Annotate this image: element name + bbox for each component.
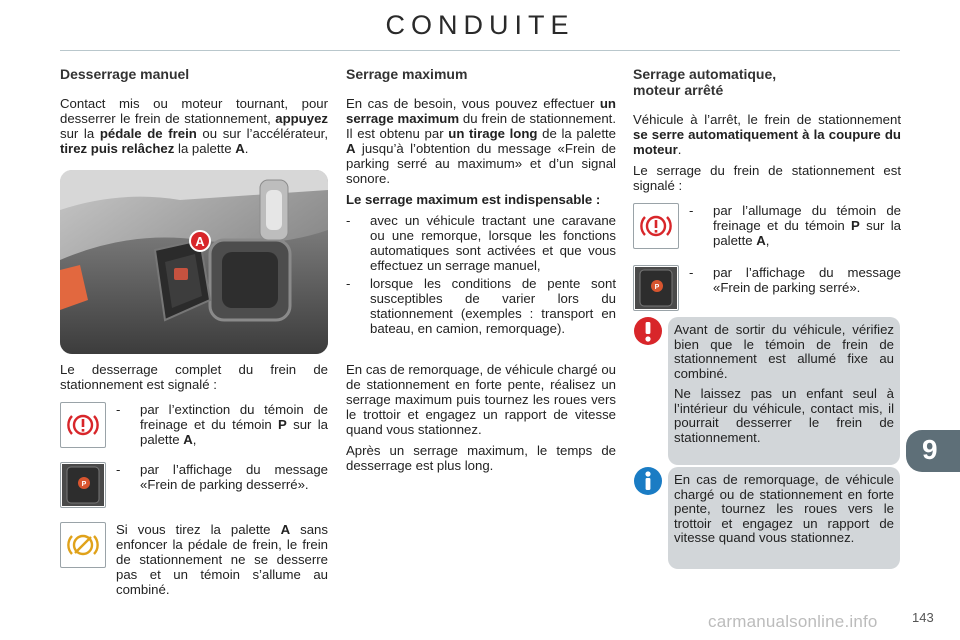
list-item: - avec un véhicule tractant une caravane ou une remorque, lorsque les fonctions automatiques sont activées et que vous effectuez un serrage manuel, <box>346 213 616 273</box>
column-manual-release <box>60 66 328 597</box>
info-note: En cas de remorquage, de véhicule chargé ou de stationnement en forte pente, tournez les roues vers le trottoir et engagez un rapport de vitesse quand vous stationnez. <box>668 467 900 569</box>
paragraph: En cas de remorquage, de véhicule chargé ou de stationnement en forte pente, réalisez un serrage maximum puis tournez les roues vers le trottoir et engagez un rapport de vitesse quand vous stationnez. <box>346 362 616 437</box>
page-title: CONDUITE <box>385 10 575 40</box>
paragraph: Le desserrage complet du frein de stationnement est signalé : <box>60 362 328 392</box>
page-number: 143 <box>912 610 934 625</box>
svg-text:P: P <box>654 284 660 291</box>
photo-label-a: A <box>195 234 205 249</box>
parking-lever-icon <box>60 462 106 508</box>
paragraph: Le serrage du frein de stationnement est signalé : <box>633 163 901 193</box>
section-heading: Serrage automatique, moteur arrêté <box>633 66 777 98</box>
chapter-tab: 9 <box>906 430 960 472</box>
section-heading: Serrage maximum <box>346 66 468 82</box>
warning-note: Avant de sortir du véhicule, vérifiez bien que le témoin de frein de stationnement est allumé fixe au combiné. Ne laissez pas un enfant seul à l’intérieur du véhicule, contact mis, il pourrait desserrer le frein de stationnement. <box>668 317 900 465</box>
warning-exclamation-icon <box>633 316 663 351</box>
brake-fault-icon <box>60 522 106 568</box>
title-divider <box>60 50 900 51</box>
indicator-message-applied: P - par l’affichage du message «Frein de parking serré». <box>633 265 901 315</box>
bold-paragraph: Le serrage maximum est indispensable : <box>346 192 601 207</box>
indicator-brake-off: - par l’extinction du témoin de freinage et du témoin P sur la palette A, <box>60 402 328 452</box>
watermark: carmanualsonline.info <box>708 612 878 631</box>
paragraph: Après un serrage maximum, le temps de desserrage est plus long. <box>346 443 616 473</box>
svg-text:P: P <box>81 481 87 488</box>
paragraph: Contact mis ou moteur tournant, pour desserrer le frein de stationnement, appuyez sur la pédale de frein ou sur l’accélérateur, tirez puis relâchez la palette A. <box>60 96 328 156</box>
indicator-message-released: P - par l’affichage du message «Frein de parking desserré». <box>60 462 328 512</box>
paragraph: En cas de besoin, vous pouvez effectuer un serrage maximum du frein de stationnement. Il est obtenu par un tirage long de la palette A jusqu’à l’obtention du message «Frein de parking serré au maximum» et d’un signal sonore. <box>346 96 616 186</box>
indicator-fault: Si vous tirez la palette A sans enfoncer la pédale de frein, le frein de stationnement ne se desserre pas et un témoin s’allume au combiné. <box>60 522 328 572</box>
column-automatic-apply <box>633 66 901 315</box>
list-item: - lorsque les conditions de pente sont susceptibles de varier lors du stationnement (exemples : transport en bateau, en camion, remorquage). <box>346 276 616 336</box>
paragraph: Véhicule à l’arrêt, le frein de stationnement se serre automatiquement à la coupure du moteur. <box>633 112 901 157</box>
brake-warning-icon <box>633 203 679 249</box>
parking-brake-photo <box>60 170 328 354</box>
parking-lever-icon <box>633 265 679 311</box>
info-icon <box>633 466 663 501</box>
column-maximum-apply <box>346 66 616 479</box>
section-heading: Desserrage manuel <box>60 66 190 82</box>
indicator-brake-on: - par l’allumage du témoin de freinage et du témoin P sur la palette A, <box>633 203 901 255</box>
brake-warning-icon <box>60 402 106 448</box>
